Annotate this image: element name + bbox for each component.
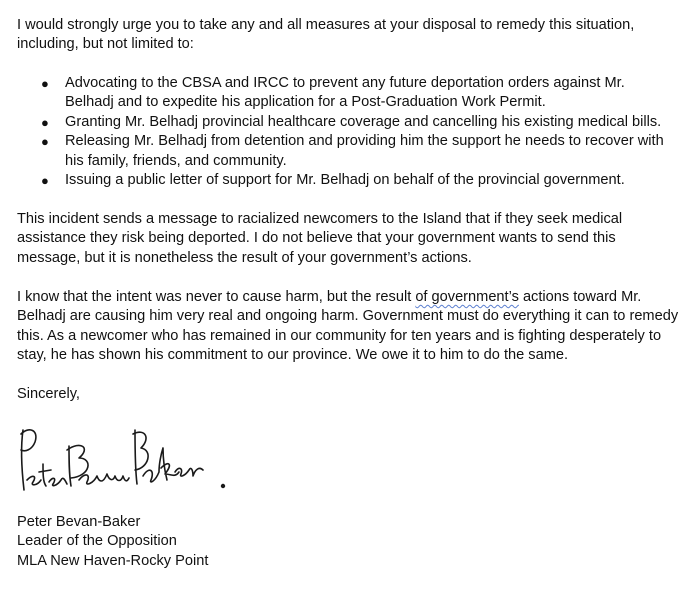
measure-item — [41, 113, 671, 132]
measure-text: Granting Mr. Belhadj provincial healthcare coverage and cancelling his existing medical bills. — [65, 113, 662, 130]
measure-text: Advocating to the CBSA and IRCC to prevent any future deportation orders against Mr. Belhadj and to expedite his application for a Post-Graduation Work Permit. — [65, 75, 625, 111]
incident-paragraph: This incident sends a message to racialized newcomers to the Island that if they seek medical assistance they risk being deported. I do not believe that your government wants to send this message, but it is nonetheless the result of your government’s actions. — [17, 211, 623, 266]
handwritten-signature — [15, 424, 235, 500]
closing-salutation: Sincerely, — [17, 386, 80, 402]
signature-block — [17, 513, 208, 571]
intent-text-before: I know that the intent was never to cause harm, but the result — [17, 289, 416, 305]
signer-title: Leader of the Opposition — [17, 533, 177, 550]
measures-list — [41, 74, 671, 190]
measure-item — [41, 171, 671, 190]
bullet-icon: ● — [41, 173, 49, 189]
signer-riding: MLA New Haven-Rocky Point — [17, 552, 209, 569]
intent-text-after: actions toward Mr. Belhadj are causing him very real and ongoing harm. Government must do everything it can to remedy this. As a newcomer who has remained in our community for ten years and is fighting desperately to stay, he has shown his commitment to our province. We owe it to him to do the same. — [17, 289, 679, 364]
bullet-icon: ● — [41, 114, 49, 130]
signer-name: Peter Bevan-Baker — [17, 514, 141, 530]
intro-paragraph: I would strongly urge you to take any and all measures at your disposal to remedy this situation, including, but not limited to: — [17, 17, 635, 53]
measure-text: Issuing a public letter of support for Mr. Belhadj on behalf of the provincial government. — [65, 172, 625, 189]
measure-text: Releasing Mr. Belhadj from detention and providing him the support he needs to recover with his family, friends, and community. — [65, 133, 664, 169]
bullet-icon: ● — [41, 76, 49, 91]
measure-item — [41, 74, 671, 113]
measure-item — [41, 132, 671, 171]
letter-page — [17, 16, 687, 569]
intent-paragraph — [17, 288, 687, 366]
grammar-flagged-phrase[interactable]: of government’s — [415, 289, 519, 305]
bullet-icon: ● — [41, 134, 49, 150]
